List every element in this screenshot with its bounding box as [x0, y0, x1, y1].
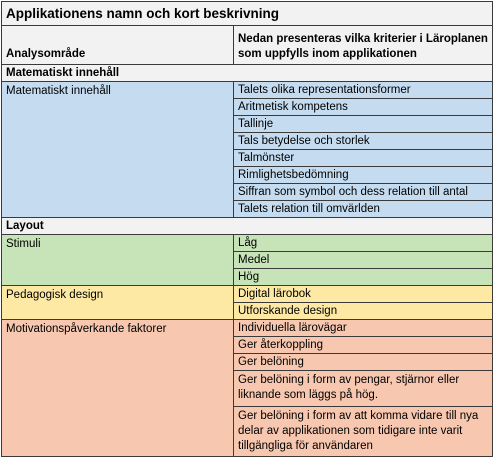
criterion-cell: Talmönster: [234, 150, 493, 167]
section-heading-layout: Layout: [2, 218, 493, 235]
criterion-cell: Rimlighetsbedömning: [234, 167, 493, 184]
table-title: Applikationens namn och kort beskrivning: [2, 2, 493, 26]
criterion-cell: Siffran som symbol och dess relation till antal: [234, 184, 493, 201]
table-row: [2, 286, 493, 303]
criterion-cell: Ger belöning i form av pengar, stjärnor eller liknande som läggs på hög.: [234, 371, 493, 407]
header-criteria: Nedan presenteras vilka kriterier i Läroplanen som uppfylls inom applikationen: [234, 26, 493, 65]
criterion-cell: Ger belöning i form av att komma vidare till nya delar av applikationen som tidigare inte varit tillgängliga för användaren: [234, 407, 493, 457]
title-row: [2, 2, 493, 26]
criterion-cell: Individuella lärovägar: [234, 320, 493, 337]
area-stimuli: Stimuli: [2, 235, 234, 286]
section-heading-row: [2, 65, 493, 82]
header-analysis-area: Analysområde: [2, 26, 234, 65]
criterion-cell: Låg: [234, 235, 493, 252]
criterion-cell: Tallinje: [234, 116, 493, 133]
section-heading-row: [2, 218, 493, 235]
header-row: [2, 26, 493, 65]
criterion-cell: Tals betydelse och storlek: [234, 133, 493, 150]
criterion-cell: Ger belöning: [234, 354, 493, 371]
criterion-cell: Talets olika representationsformer: [234, 82, 493, 99]
area-pedagogical-design: Pedagogisk design: [2, 286, 234, 320]
area-math-content: Matematiskt innehåll: [2, 82, 234, 218]
area-motivation-factors: Motivationspåverkande faktorer: [2, 320, 234, 457]
criteria-table: [1, 1, 493, 457]
criterion-cell: Aritmetisk kompetens: [234, 99, 493, 116]
criterion-cell: Medel: [234, 252, 493, 269]
section-heading-math: Matematiskt innehåll: [2, 65, 493, 82]
criterion-cell: Hög: [234, 269, 493, 286]
criterion-cell: Ger återkoppling: [234, 337, 493, 354]
criterion-cell: Talets relation till omvärlden: [234, 201, 493, 218]
criterion-cell: Utforskande design: [234, 303, 493, 320]
criteria-sheet: [1, 1, 493, 471]
criterion-cell: Digital lärobok: [234, 286, 493, 303]
table-row: [2, 82, 493, 99]
table-row: [2, 320, 493, 337]
table-row: [2, 235, 493, 252]
